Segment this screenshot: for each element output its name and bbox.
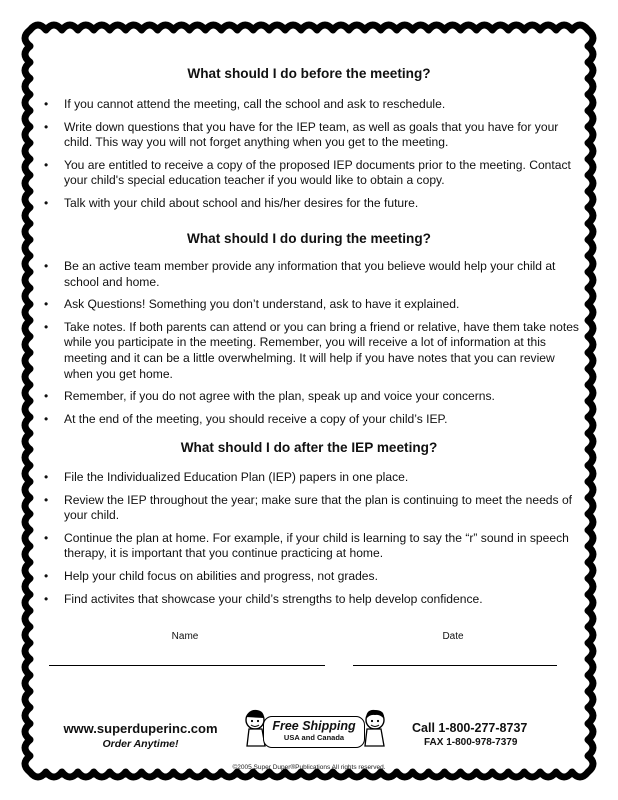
bullet-icon: • xyxy=(44,119,49,134)
free-shipping-box xyxy=(263,716,365,748)
bullet-icon: • xyxy=(44,591,49,606)
list-item: • At the end of the meeting, you should receive a copy of your child’s IEP. xyxy=(44,411,448,426)
bullet-icon: • xyxy=(44,297,49,312)
date-label: Date xyxy=(442,631,464,642)
bullet-icon: • xyxy=(44,530,49,545)
footer-contact-block xyxy=(412,721,562,748)
footer-website-block xyxy=(58,721,223,750)
bullet-icon: • xyxy=(44,389,49,404)
list-item: • Help your child focus on abilities and progress, not grades. xyxy=(44,568,378,583)
copyright-notice: ©2005 Super Duper®Publications All rights reserved. xyxy=(232,764,386,771)
bullet-icon: • xyxy=(44,97,49,111)
shipping-region: USA and Canada xyxy=(283,733,345,742)
section-title-after: What should I do after the IEP meeting? xyxy=(180,440,438,455)
bullet-icon: • xyxy=(44,157,49,172)
list-before xyxy=(34,97,582,219)
bullet-icon: • xyxy=(44,319,49,334)
order-anytime-text: Order Anytime! xyxy=(102,738,179,750)
bullet-icon: • xyxy=(44,411,49,426)
list-item: • If you cannot attend the meeting, call the school and ask to reschedule. xyxy=(44,97,446,111)
phone-number: Call 1-800-277-8737 xyxy=(412,721,528,735)
section-title-during: What should I do during the meeting? xyxy=(187,231,431,246)
bullet-icon: • xyxy=(44,470,49,484)
list-item: • Continue the plan at home. For example, if your child is learning to say the “r” sound in speech therapy, it is important that you continue practicing at home. xyxy=(44,530,569,561)
bullet-icon: • xyxy=(44,568,49,583)
list-item: • Find activites that showcase your child’s strengths to help develop confidence. xyxy=(44,591,483,606)
free-shipping-title: Free Shipping xyxy=(272,719,356,733)
name-signature-line[interactable] xyxy=(49,665,325,666)
list-item: • Review the IEP throughout the year; make sure that the plan is continuing to meet the needs of your child. xyxy=(44,492,573,523)
list-item: • Be an active team member provide any information that you believe would help your child at school and home. xyxy=(44,259,556,289)
bullet-icon: • xyxy=(44,195,49,210)
list-item: • Talk with your child about school and his/her desires for the future. xyxy=(44,195,419,210)
website-link[interactable]: www.superduperinc.com xyxy=(63,721,218,736)
list-item: • Write down questions that you have for the IEP team, as well as goals that you have for your child. This way you will not forget anything when you get to the meeting. xyxy=(44,119,559,150)
list-during xyxy=(34,259,582,434)
bullet-icon: • xyxy=(44,259,49,273)
list-item: • File the Individualized Education Plan (IEP) papers in one place. xyxy=(44,470,409,484)
section-title-before: What should I do before the meeting? xyxy=(187,66,431,81)
list-after xyxy=(34,470,582,614)
date-signature-line[interactable] xyxy=(353,665,557,666)
name-label: Name xyxy=(171,631,199,642)
free-shipping-badge xyxy=(239,706,389,752)
list-item: • Remember, if you do not agree with the plan, speak up and voice your concerns. xyxy=(44,389,495,404)
list-item: • Take notes. If both parents can attend or you can bring a friend or relative, have them take notes while you participate in the meeting. Remember, you will receive a lot of information at this meeting and it can be a little overwhelming. It will help if you have notes that you can review when you get home. xyxy=(44,319,579,381)
fax-number: FAX 1-800-978-7379 xyxy=(424,737,518,748)
list-item: • You are entitled to receive a copy of the proposed IEP documents prior to the meeting. Contact your child's special education teacher if you would like to obtain a copy. xyxy=(44,157,571,188)
bullet-icon: • xyxy=(44,492,49,507)
list-item: • Ask Questions! Something you don’t understand, ask to have it explained. xyxy=(44,297,460,312)
